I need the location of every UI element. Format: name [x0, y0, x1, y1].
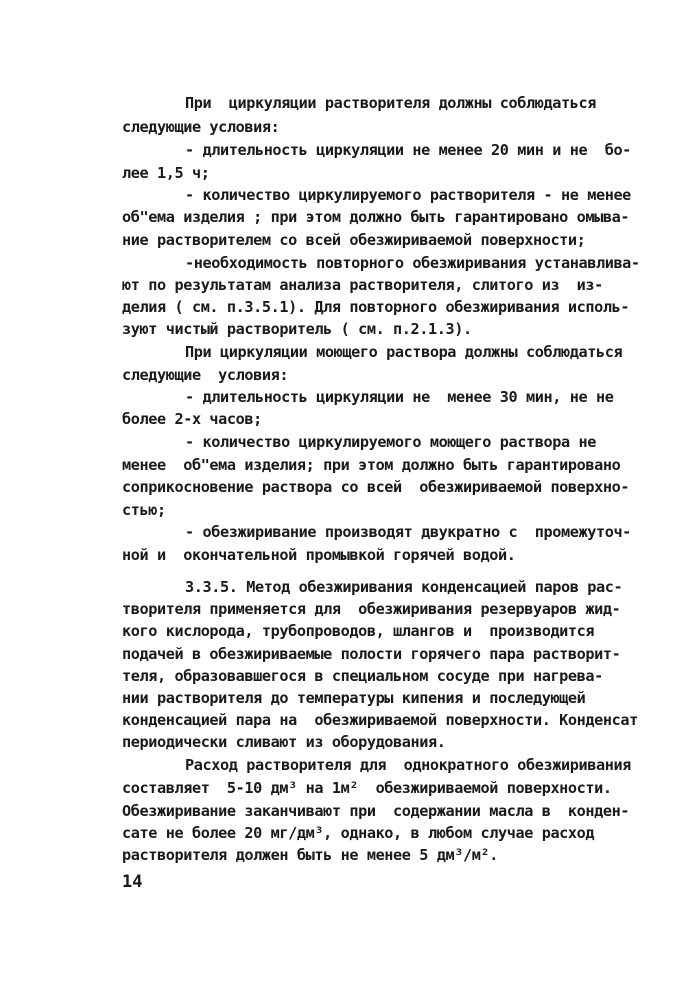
text-line: лее 1,5 ч; [122, 164, 210, 182]
text-line: сате не более 20 мг/дм³, однако, в любом случае расход [122, 824, 595, 842]
text-line: При циркуляции растворителя должны соблюдаться [185, 94, 596, 112]
text-line: - обезжиривание производят двукратно с промежуточ- [185, 523, 631, 541]
text-line: зуют чистый растворитель ( см. п.2.1.3). [122, 320, 472, 338]
text-line: - длительность циркуляции не менее 30 мин, не не [185, 388, 614, 406]
text-line: 3.3.5. Метод обезжиривания конденсацией паров рас- [185, 578, 623, 596]
text-line: Расход растворителя для однократного обезжиривания [185, 756, 631, 774]
text-line: следующие условия: [122, 118, 280, 136]
text-line: - количество циркулируемого моющего раствора не [185, 433, 596, 451]
text-line: менее об"ема изделия; при этом должно быть гарантировано [122, 456, 621, 474]
page-number: 14 [122, 872, 143, 892]
text-line: творителя применяется для обезжиривания резервуаров жид- [122, 600, 621, 618]
text-line: составляет 5-10 дм³ на 1м² обезжириваемой поверхности. [122, 779, 612, 797]
text-line: конденсацией пара на обезжириваемой поверхности. Конденсат [122, 711, 638, 729]
text-line: - количество циркулируемого растворителя - не менее [185, 186, 631, 204]
text-line: стью; [122, 501, 166, 519]
text-line: ние растворителем со всей обезжириваемой поверхности; [122, 231, 586, 249]
text-line: следующие условия: [122, 366, 289, 384]
text-line: При циркуляции моющего раствора должны соблюдаться [185, 343, 623, 361]
text-line: растворителя должен быть не менее 5 дм³/м². [122, 846, 498, 864]
text-line: Обезжиривание заканчивают при содержании масла в конден- [122, 802, 630, 820]
text-line: соприкосновение раствора со всей обезжириваемой поверхно- [122, 478, 630, 496]
text-line: более 2-х часов; [122, 410, 262, 428]
text-line: теля, образовавшегося в специальном сосуде при нагрева- [122, 667, 603, 685]
text-line: ют по результатам анализа растворителя, слитого из из- [122, 276, 603, 294]
text-line: - длительность циркуляции не менее 20 мин и не бо- [185, 141, 631, 159]
text-line: -необходимость повторного обезжиривания устанавлива- [185, 254, 640, 272]
text-line: подачей в обезжириваемые полости горячего пара растворит- [122, 645, 621, 663]
text-line: делия ( см. п.3.5.1). Для повторного обезжиривания исполь- [122, 298, 630, 316]
text-line: нии растворителя до температуры кипения и последующей [122, 689, 586, 707]
text-line: об"ема изделия ; при этом должно быть гарантировано омыва- [122, 208, 630, 226]
text-line: периодически сливают из оборудования. [122, 733, 446, 751]
text-line: ной и окончательной промывкой горячей водой. [122, 546, 516, 564]
text-line: кого кислорода, трубопроводов, шлангов и производится [122, 622, 595, 640]
